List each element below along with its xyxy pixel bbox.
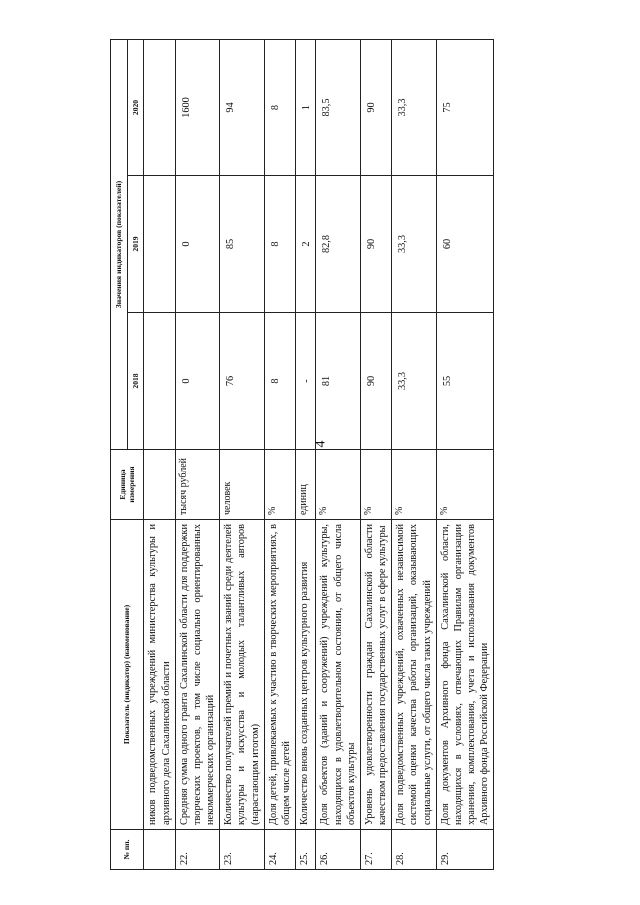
row-value-2019: 82,8: [316, 176, 361, 313]
header-unit: Единица измерения: [111, 450, 144, 520]
row-number: 27.: [360, 830, 391, 870]
row-indicator: Доля объектов (зданий и сооружений) учреждений культуры, находящихся в удовлетворительном состоянии, от общего числа объектов культуры: [316, 520, 361, 830]
table-row: [220, 40, 265, 870]
row-unit: [144, 450, 175, 520]
row-number: 23.: [220, 830, 265, 870]
row-indicator: Доля документов Архивного фонда Сахалинской области, находящихся в условиях, отвечающих Правилам организации хранения, комплектования, учета и использования документов Архивного фонда Российской Федерации: [436, 520, 494, 830]
row-unit: человек: [220, 450, 265, 520]
header-year-2020: 2020: [127, 40, 144, 176]
row-value-2019: 60: [436, 176, 494, 313]
row-value-2018: 81: [316, 313, 361, 450]
row-value-2018: 8: [264, 313, 295, 450]
row-value-2020: 94: [220, 40, 265, 176]
header-num: № пп.: [111, 830, 144, 870]
row-value-2019: 2: [296, 176, 316, 313]
row-unit: единиц: [296, 450, 316, 520]
row-value-2020: 1: [296, 40, 316, 176]
row-value-2019: 90: [360, 176, 391, 313]
row-number: 22.: [175, 830, 220, 870]
row-value-2018: [144, 313, 175, 450]
row-unit: %: [392, 450, 437, 520]
row-value-2018: 55: [436, 313, 494, 450]
row-value-2018: 33,3: [392, 313, 437, 450]
row-value-2019: 85: [220, 176, 265, 313]
row-value-2018: 76: [220, 313, 265, 450]
row-indicator: ников подведомственных учреждений министерства культуры и архивного дела Сахалинской области: [144, 520, 175, 830]
row-number: [144, 830, 175, 870]
row-value-2020: 83,5: [316, 40, 361, 176]
row-value-2020: 75: [436, 40, 494, 176]
row-unit: %: [360, 450, 391, 520]
row-value-2020: 8: [264, 40, 295, 176]
indicators-table: [110, 39, 494, 870]
row-value-2018: 90: [360, 313, 391, 450]
table-row: [175, 40, 220, 870]
row-value-2018: 0: [175, 313, 220, 450]
row-value-2019: 33,3: [392, 176, 437, 313]
table-row: [296, 40, 316, 870]
page-number: 4: [313, 440, 329, 448]
table-row: [144, 40, 175, 870]
table-row: [436, 40, 494, 870]
row-unit: %: [264, 450, 295, 520]
table-row: [264, 40, 295, 870]
table-row: [316, 40, 361, 870]
header-values-group: Значения индикаторов (показателей): [111, 40, 128, 450]
rotated-table-container: [110, 40, 580, 870]
row-unit: тысяч рублей: [175, 450, 220, 520]
row-value-2020: 1600: [175, 40, 220, 176]
row-value-2020: 33,3: [392, 40, 437, 176]
row-value-2019: 8: [264, 176, 295, 313]
row-indicator: Количество получателей премий и почетных званий среди деятелей культуры и искусства и молодых талантливых авторов (нарастающим итогом): [220, 520, 265, 830]
row-number: 29.: [436, 830, 494, 870]
row-number: 28.: [392, 830, 437, 870]
table-row: [360, 40, 391, 870]
row-value-2019: 0: [175, 176, 220, 313]
header-year-2019: 2019: [127, 176, 144, 313]
row-value-2019: [144, 176, 175, 313]
row-value-2020: [144, 40, 175, 176]
header-year-2018: 2018: [127, 313, 144, 450]
row-value-2018: -: [296, 313, 316, 450]
row-indicator: Доля подведомственных учреждений, охваченных независимой системой оценки качества работы организаций, оказывающих социальные услуги, от общего числа таких учреждений: [392, 520, 437, 830]
row-unit: %: [316, 450, 361, 520]
header-indicator: Показатель (индикатор) (наименование): [111, 520, 144, 830]
table-row: [392, 40, 437, 870]
row-indicator: Средняя сумма одного гранта Сахалинской области для поддержки творческих проектов, в том числе социально ориентированных некоммерческих организаций: [175, 520, 220, 830]
row-indicator: Уровень удовлетворенности граждан Сахалинской области качеством предоставления государственных услуг в сфере культуры: [360, 520, 391, 830]
row-indicator: Доля детей, привлекаемых к участию в творческих мероприятиях, в общем числе детей: [264, 520, 295, 830]
row-number: 26.: [316, 830, 361, 870]
row-number: 24.: [264, 830, 295, 870]
row-number: 25.: [296, 830, 316, 870]
row-value-2020: 90: [360, 40, 391, 176]
row-unit: %: [436, 450, 494, 520]
row-indicator: Количество вновь созданных центров культурного развития: [296, 520, 316, 830]
